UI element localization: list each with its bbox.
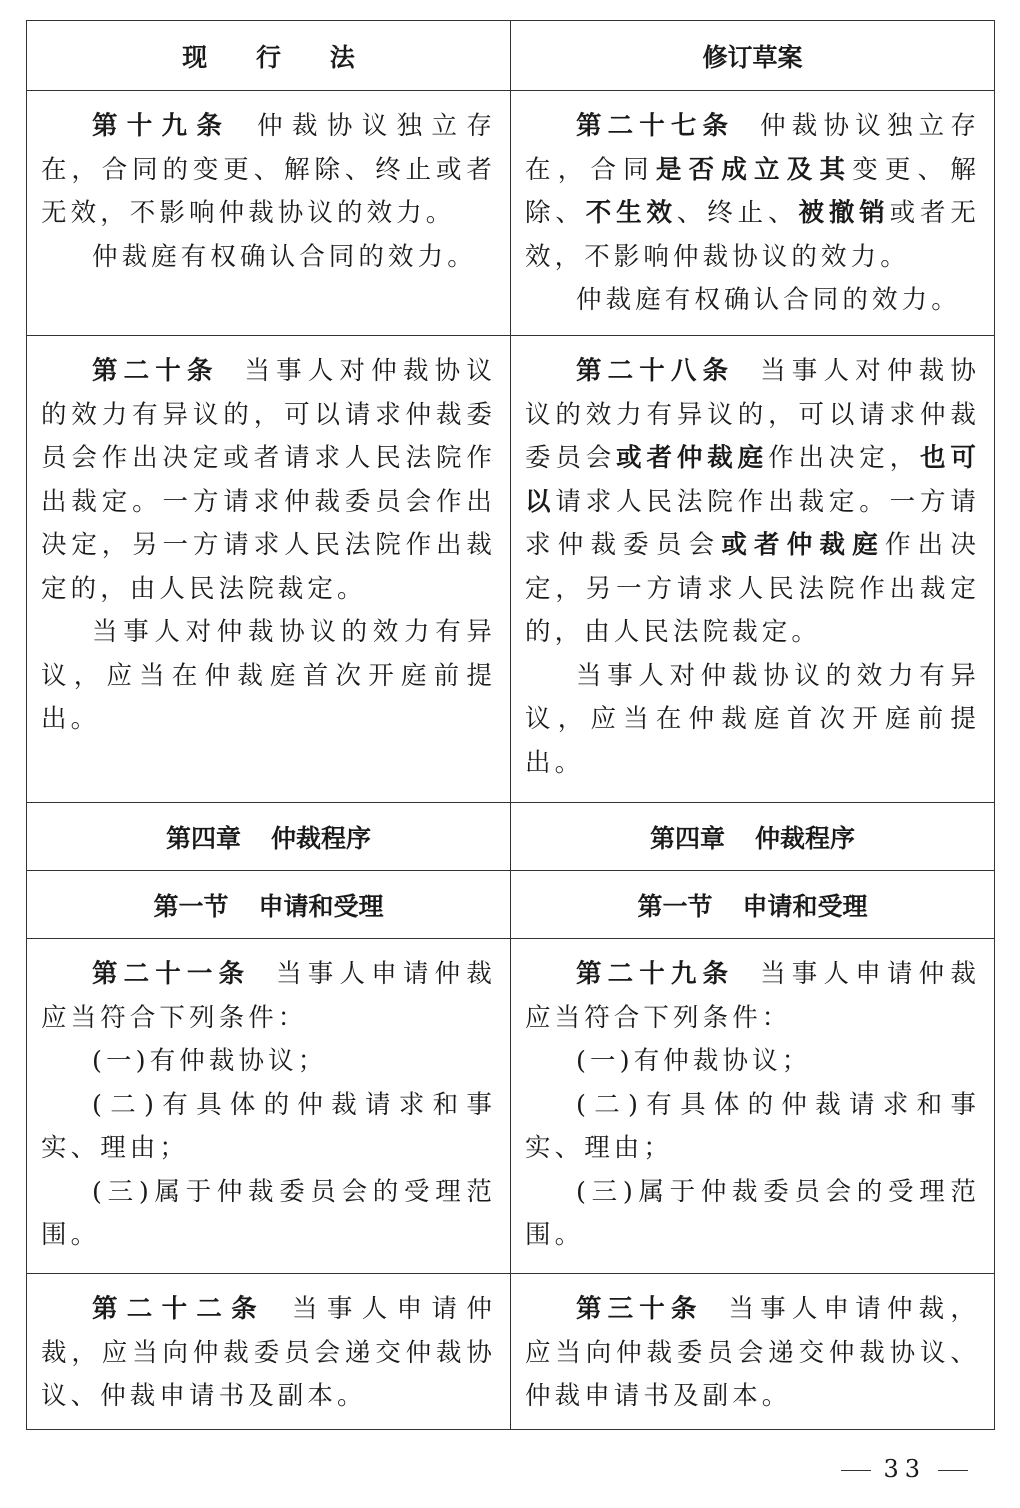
comparison-table [26, 20, 995, 1430]
article-paragraph: 第二十七条 仲裁协议独立存在，合同是否成立及其变更、解除、不生效、终止、被撤销或者无效，不影响仲裁协议的效力。 [525, 111, 980, 272]
article-paragraph: 第二十八条 当事人对仲裁协议的效力有异议的，可以请求仲裁委员会或者仲裁庭作出决定，也可以请求人民法院作出裁定。一方请求仲裁委员会或者仲裁庭作出决定，另一方请求人民法院作出裁定的，由人民法院裁定。 [525, 356, 980, 647]
article-paragraph: 第三十条 当事人申请仲裁，应当向仲裁委员会递交仲裁协议、仲裁申请书及副本。 [525, 1294, 980, 1411]
amendment-highlight: 也可以 [525, 443, 980, 517]
list-item: (三)属于仲裁委员会的受理范围。 [525, 1176, 980, 1250]
amendment-highlight: 不生效 [585, 198, 677, 228]
revised-article-cell [511, 336, 995, 803]
list-item: (三)属于仲裁委员会的受理范围。 [41, 1176, 496, 1250]
current-article-cell [27, 91, 511, 336]
article-number: 第二十七条 [576, 111, 735, 141]
section-row [27, 871, 995, 939]
article-number: 第二十一条 [92, 959, 251, 989]
article-number: 第十九条 [92, 111, 232, 141]
header-current-law: 现 行 法 [27, 21, 511, 91]
current-article-cell [27, 939, 511, 1274]
revised-article-cell [511, 939, 995, 1274]
chapter-heading: 第四章 仲裁程序 [511, 803, 995, 871]
revised-article-cell [511, 91, 995, 336]
article-number: 第二十条 [92, 356, 219, 386]
article-number: 第三十条 [576, 1294, 703, 1324]
article-paragraph: 第二十一条 当事人申请仲裁应当符合下列条件： [41, 959, 496, 1033]
article-number: 第二十八条 [576, 356, 735, 386]
article-paragraph: 当事人对仲裁协议的效力有异议，应当在仲裁庭首次开庭前提出。 [41, 617, 496, 734]
article-paragraph: 第十九条 仲裁协议独立存在，合同的变更、解除、终止或者无效，不影响仲裁协议的效力。 [41, 111, 496, 228]
article-paragraph: 第二十二条 当事人申请仲裁，应当向仲裁委员会递交仲裁协议、仲裁申请书及副本。 [41, 1294, 496, 1411]
article-row [27, 1274, 995, 1430]
amendment-highlight: 是否成立及其 [655, 154, 853, 185]
article-paragraph: 仲裁庭有权确认合同的效力。 [576, 285, 961, 315]
chapter-heading: 第四章 仲裁程序 [27, 803, 511, 871]
article-row [27, 91, 995, 336]
section-heading: 第一节 申请和受理 [511, 871, 995, 939]
article-paragraph: 仲裁庭有权确认合同的效力。 [92, 241, 477, 272]
section-heading: 第一节 申请和受理 [27, 871, 511, 939]
amendment-highlight: 或者仲裁庭 [721, 530, 885, 560]
chapter-row [27, 803, 995, 871]
list-item: (二)有具体的仲裁请求和事实、理由； [41, 1089, 496, 1163]
list-item: (二)有具体的仲裁请求和事实、理由； [525, 1089, 980, 1163]
current-article-cell [27, 336, 511, 803]
list-item: (一)有仲裁协议； [92, 1046, 328, 1076]
header-row [27, 21, 995, 91]
article-paragraph: 第二十九条 当事人申请仲裁应当符合下列条件： [525, 959, 980, 1033]
article-number: 第二十二条 [92, 1294, 266, 1324]
revised-article-cell [511, 1274, 995, 1430]
article-row [27, 939, 995, 1274]
list-item: (一)有仲裁协议； [576, 1046, 812, 1076]
article-paragraph: 第二十条 当事人对仲裁协议的效力有异议的，可以请求仲裁委员会作出决定或者请求人民法院作出裁定。一方请求仲裁委员会作出决定，另一方请求人民法院作出裁定的，由人民法院裁定。 [41, 356, 496, 604]
article-number: 第二十九条 [576, 959, 735, 989]
article-paragraph: 当事人对仲裁协议的效力有异议，应当在仲裁庭首次开庭前提出。 [525, 660, 980, 778]
page-number: 33 [829, 1455, 980, 1483]
article-row [27, 336, 995, 803]
amendment-highlight: 或者仲裁庭 [616, 443, 769, 473]
amendment-highlight: 被撤销 [798, 198, 890, 228]
current-article-cell [27, 1274, 511, 1430]
header-revised-draft: 修订草案 [511, 21, 995, 91]
